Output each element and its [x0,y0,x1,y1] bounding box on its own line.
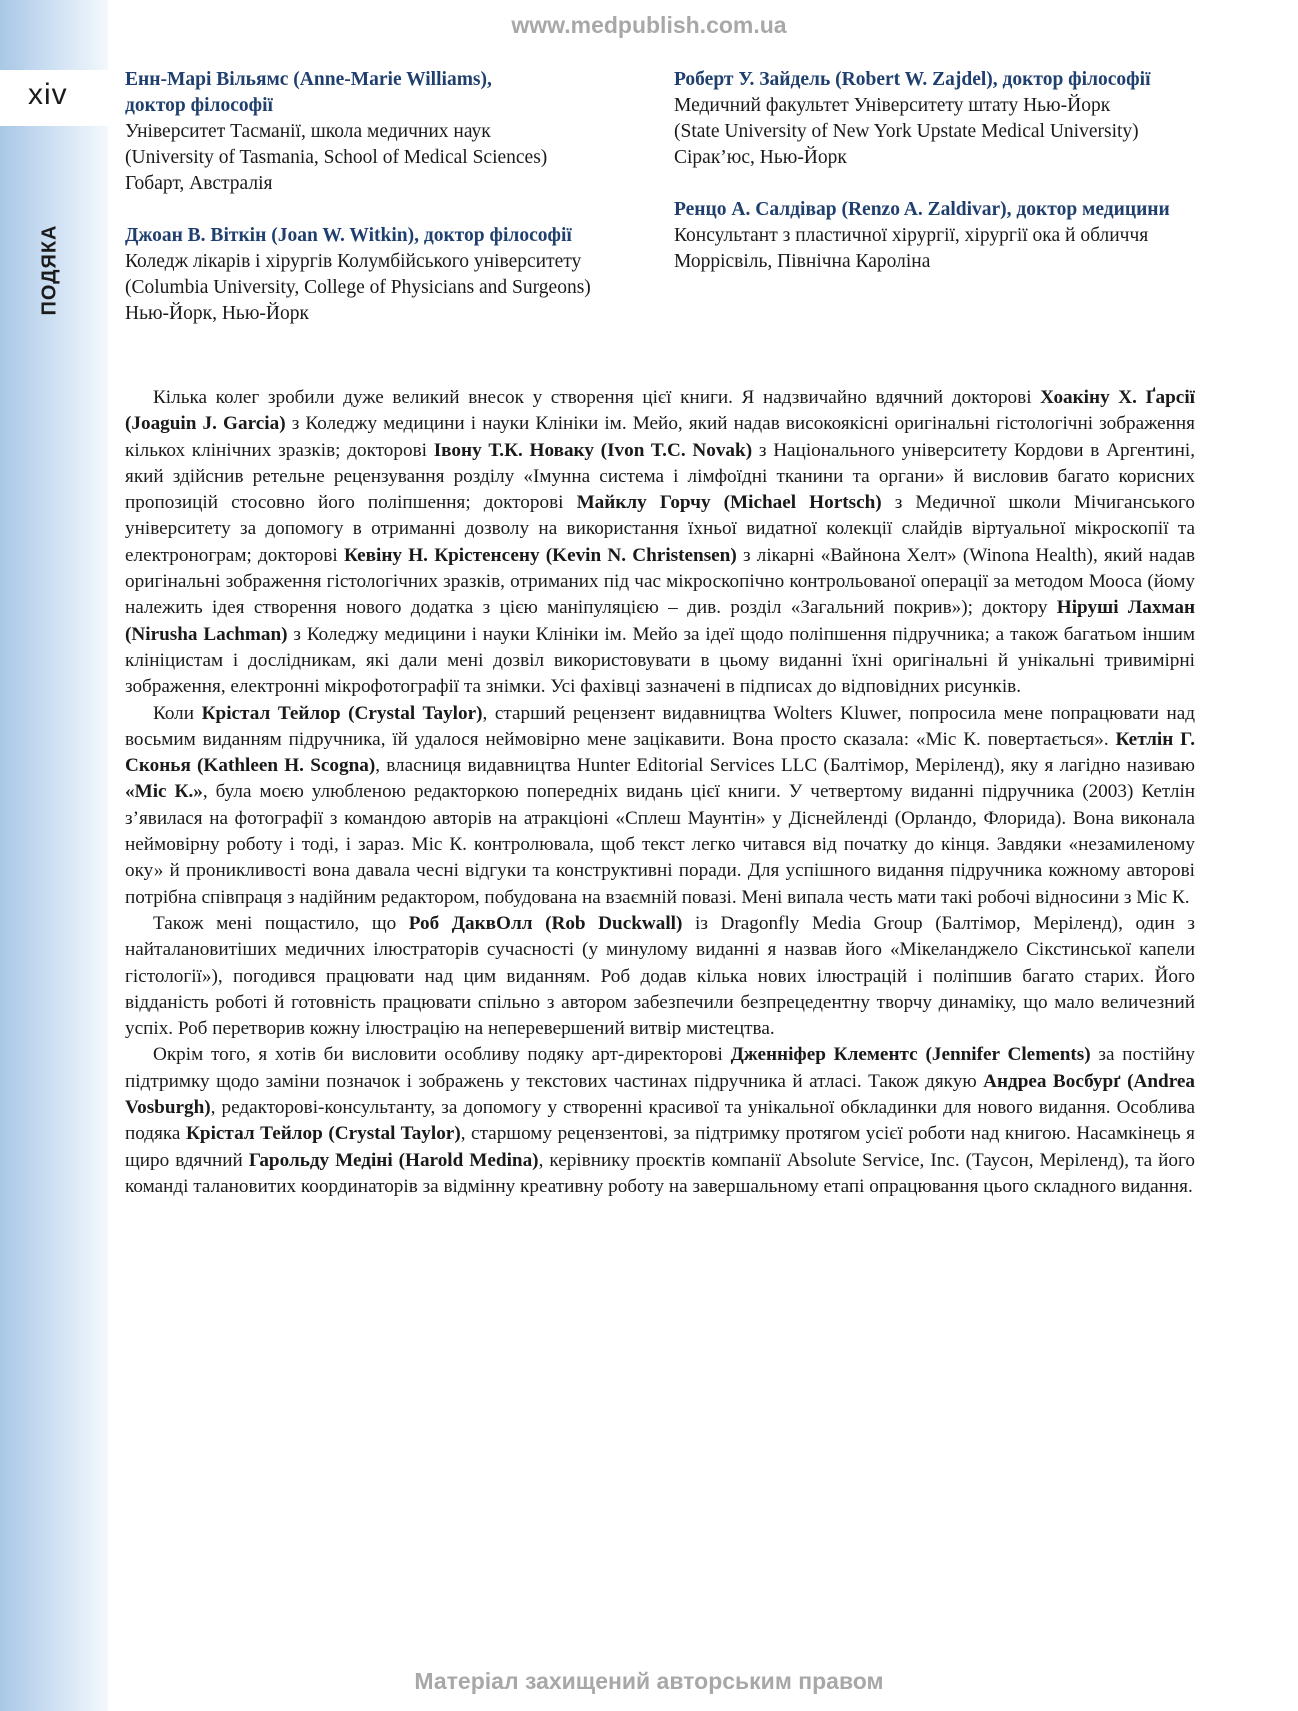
bold-name-run: Хоакіну Х. Ґарсії (Joaguin J. Garcia) [125,387,1195,435]
bold-name-run: Кетлін Г. Сконья (Kathleen H. Scogna) [125,728,1195,777]
text-run: , старшому рецензентові, за підтримку протягом усієї роботи над книгою. Насамкінець я щиро вдячний [125,1123,1195,1171]
text-run: з Коледжу медицини і науки Клініки ім. Мейо за ідеї щодо поліпшення підручника; а також багатьом іншим клініцистам і дослідникам, які дали мені дозвіл використовувати в цьому виданні їхні оригінальні й унікальні тривимірні зображення, електронні мікрофотографії та знімки. Усі фахівці зазначені в підписах до відповідних рисунків. [125,623,1196,698]
contributor-name: доктор філософії [125,95,273,116]
text-run: Також мені пощастило, що [153,912,409,934]
bold-name-run: Івону Т.К. Новаку (Ivon T.C. Novak) [433,439,753,461]
contributors-left-column [125,67,645,353]
paragraph [125,385,1195,701]
text-run: Окрім того, я хотів би висловити особливу подяку арт-директорові [153,1044,731,1066]
contributor-name: Роберт У. Зайдель (Robert W. Zajdel), доктор філософії [674,69,1151,90]
contributors-right-column [674,67,1194,301]
contributor-affiliation: Консультант з пластичної хірургії, хірургії ока й обличчя [674,225,1149,246]
bold-name-run: Дженніфер Клементс (Jennifer Clements) [730,1044,1091,1066]
contributor-affiliation: (University of Tasmania, School of Medical Sciences) [125,147,548,168]
contributor-affiliation: Медичний факультет Університету штату Нью-Йорк [674,95,1111,116]
text-run: Кілька колег зробили дуже великий внесок у створення цієї книги. Я надзвичайно вдячний докторові [153,387,1041,408]
text-run: , редакторові-консультанту, за допомогу у створенні красивої та унікальної обкладинки для нового видання. Особлива подяка [125,1097,1195,1145]
text-run: , старший рецензент видавництва Wolters Kluwer, попросила мене попрацювати над восьмим виданням підручника, їй удалося неймовірно мене зацікавити. Вона просто сказала: «Міс К. повертається». [125,702,1195,750]
bold-name-run: Роб ДаквОлл (Rob Duckwall) [408,912,683,934]
text-run: з лікарні «Вайнона Хелт» (Winona Health), який надав оригінальні зображення гістологічних зразків, отриманих під час мікроскопічно контрольованої операції за методом Мооса (йому належить ідея створення нового додатка з цією маніпуляцією – див. розділ «Загальний покрив»); доктору [125,544,1195,619]
bold-name-run: Крістал Тейлор (Crystal Taylor) [201,702,483,724]
bold-name-run: Майклу Горчу (Michael Hortsch) [576,492,882,514]
text-run: , власниця видавництва Hunter Editorial Services LLC (Балтімор, Меріленд), яку я лагідно називаю [375,755,1196,777]
bold-name-run: Ніруші Лахман (Nirusha Lachman) [125,597,1196,645]
bold-name-run: Крістал Тейлор (Crystal Taylor) [185,1123,461,1145]
bold-name-run: Андреа Восбурґ (Andrea Vosburgh) [125,1070,1195,1119]
text-run: з Медичної школи Мічиганського університету за допомогу в отриманні дозволу на використання їхньої видатної колекції слайдів віртуальної мікроскопії та електронограм; докторові [125,492,1195,566]
contributor-name: Енн-Марі Вільямс (Anne-Marie Williams), [125,69,492,90]
text-run: , керівнику проєктів компанії Absolute Service, Inc. (Таусон, Меріленд), та його команді талановитих координаторів за відмінну креативну роботу на завершальному етапі опрацювання цього складного видання. [125,1149,1196,1197]
contributor-entry [125,67,645,197]
page-number: xiv [28,78,68,111]
text-run: з Коледжу медицини і науки Клініки ім. Мейо, який надав високоякісні оригінальні гістологічні зображення кількох клінічних зразків; докторові [125,413,1195,461]
contributor-entry [674,67,1194,171]
section-label: ПОДЯКА [38,224,61,316]
acknowledgements-body [125,385,1195,1200]
contributor-affiliation: Університет Тасманії, школа медичних наук [125,121,491,142]
bold-name-run: «Міс К.» [125,781,203,803]
contributor-affiliation: (Columbia University, College of Physicians and Surgeons) [125,277,591,298]
contributor-name: Ренцо А. Салдівар (Renzo A. Zaldivar), доктор медицини [674,199,1170,220]
bold-name-run: Кевіну Н. Крістенсену (Kevin N. Christensen) [343,544,737,566]
paragraph [125,701,1195,911]
contributor-name: Джоан В. Віткін (Joan W. Witkin), доктор філософії [125,225,572,246]
contributor-location: Нью-Йорк, Нью-Йорк [125,303,309,324]
contributor-entry [674,197,1194,275]
contributor-affiliation: (State University of New York Upstate Medical University) [674,121,1139,142]
text-run: із Dragonfly Media Group (Балтімор, Меріленд), один з найталановитіших медичних ілюстраторів сучасності (у минулому виданні я назвав його «Мікеланджело Сікстинської капели гістології»), погодився працювати над цим виданням. Роб додав кілька нових ілюстрацій і поліпшив багато старих. Його відданість роботі й готовність працювати спільно з автором забезпечили безпрецедентну творчу динаміку, що мало величезний успіх. Роб перетворив кожну ілюстрацію на неперевершений витвір мистецтва. [125,912,1195,1040]
watermark-bottom: Матеріал захищений авторським правом [414,1668,884,1694]
text-run: Коли [153,702,202,724]
text-run: з Національного університету Кордови в Аргентині, який здійснив ретельне рецензування розділу «Імунна система і лімфоїдні тканини та органи» й висловив багато корисних пропозицій стосовно його поліпшення; докторові [125,439,1195,514]
paragraph [125,911,1195,1042]
watermark-top: www.medpublish.com.ua [511,12,787,38]
contributor-location: Сірак’юс, Нью-Йорк [674,147,847,168]
paragraph [125,1042,1195,1200]
contributor-location: Моррісвіль, Північна Кароліна [674,251,931,272]
contributor-entry [125,223,645,327]
text-run: за постійну підтримку щодо заміни позначок і зображень у текстових частинах підручника й атласі. Також дякую [125,1044,1195,1092]
text-run: , була моєю улюбленою редакторкою попередніх видань цієї книги. У четвертому виданні підручника (2003) Кетлін з’явилася на фотографії з командою авторів на атракціоні «Сплеш Маунтін» у Діснейленді (Орландо, Флорида). Вона виконала неймовірну роботу і тоді, і зараз. Міс К. контролювала, щоб текст легко читався від початку до кінця. Завдяки «незамиленому оку» й проникливості вона давала чесні відгуки та конструктивні поради. Для успішного видання підручника кожному авторові потрібна співпраця з надійним редактором, побудована на взаємній повазі. Мені випала честь мати такі робочі відносини з Міс К. [125,781,1195,908]
contributor-affiliation: Коледж лікарів і хірургів Колумбійського університету [125,251,582,272]
bold-name-run: Гарольду Медіні (Harold Medina) [248,1149,539,1171]
contributor-location: Гобарт, Австралія [125,173,273,194]
